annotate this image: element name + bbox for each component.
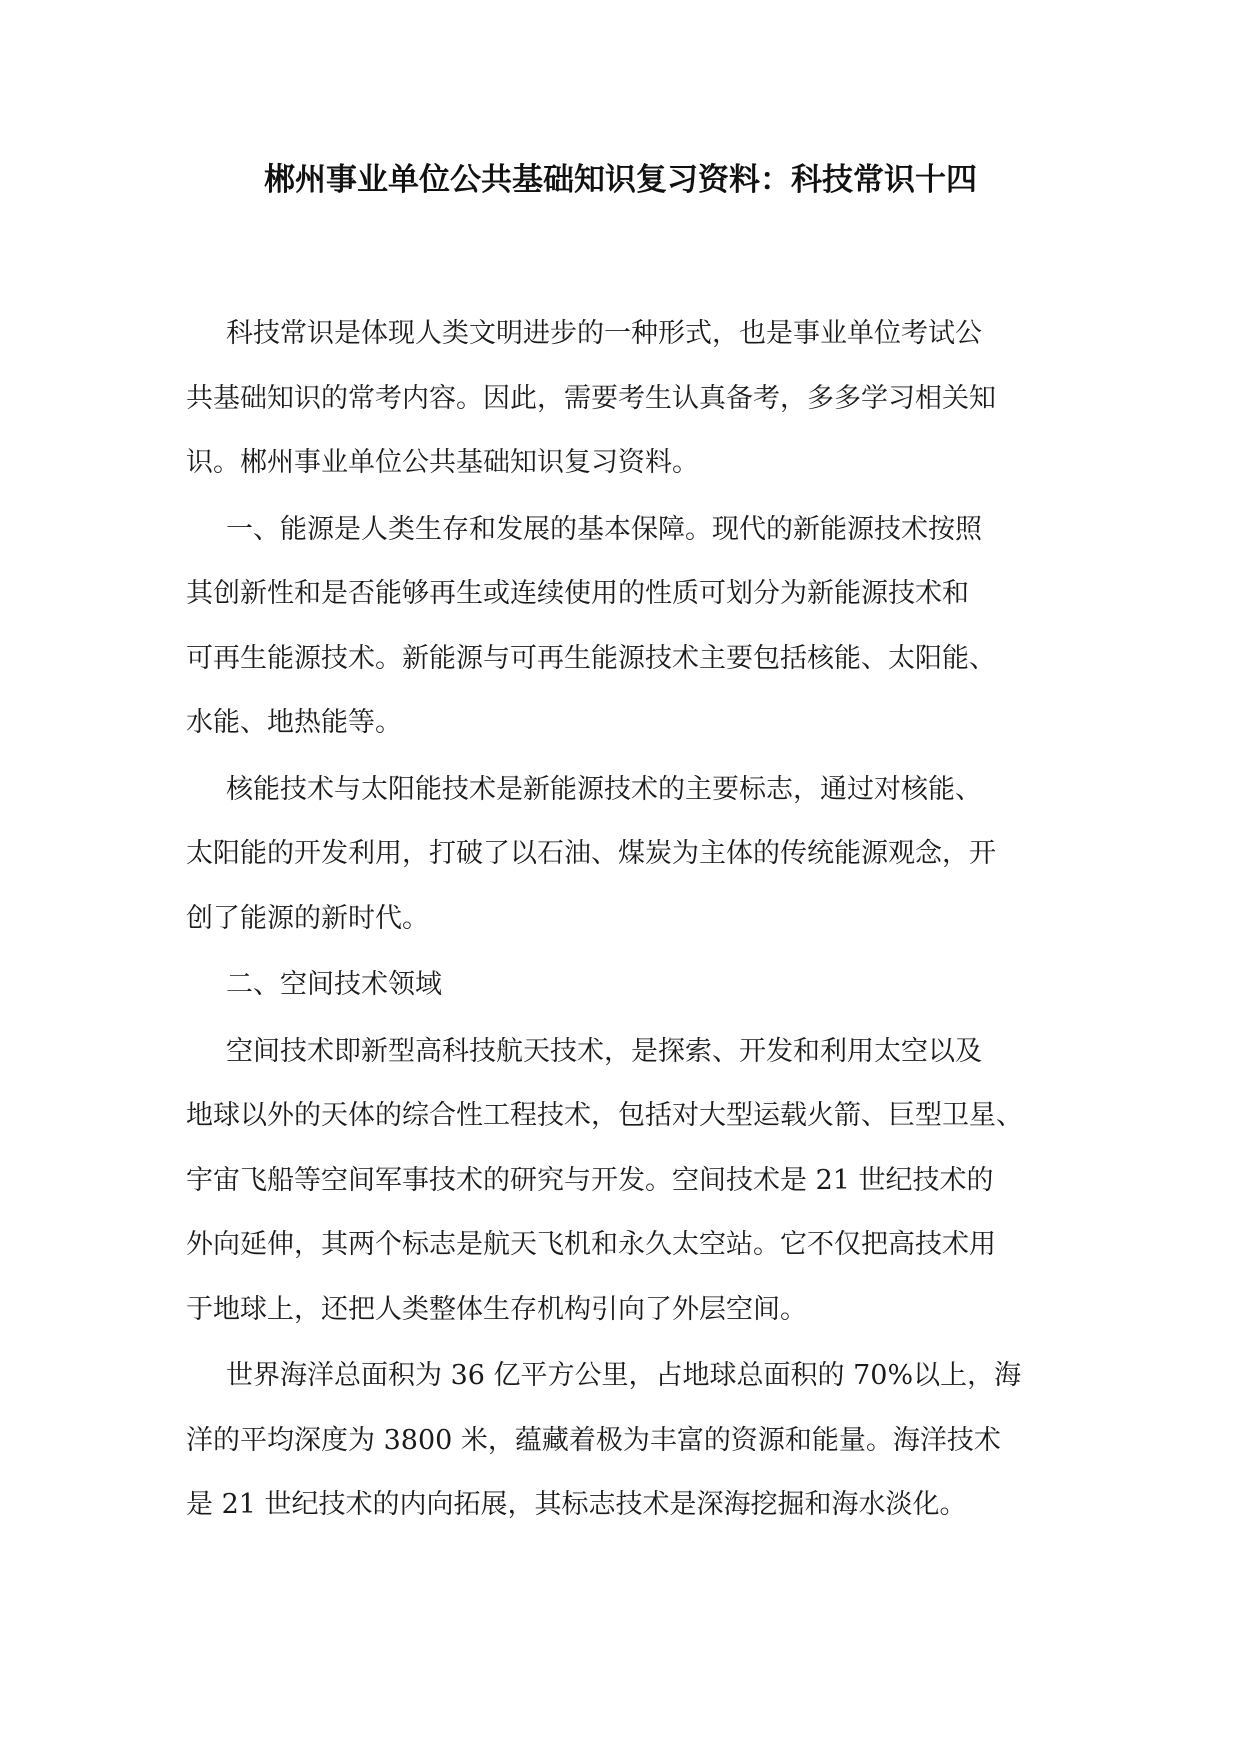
text-line: 其创新性和是否能够再生或连续使用的性质可划分为新能源技术和 [186, 578, 969, 609]
text-line: 科技常识是体现人类文明进步的一种形式，也是事业单位考试公 [226, 318, 982, 349]
paragraph-energy [186, 498, 1056, 756]
text-line: 一、能源是人类生存和发展的基本保障。现代的新能源技术按照 [226, 513, 982, 545]
text-line: 创了能源的新时代。 [186, 902, 429, 934]
text-line: 宇宙飞船等空间军事技术的研究与开发。空间技术是 21 世纪技术的 [186, 1164, 994, 1196]
text-line: 识。郴州事业单位公共基础知识复习资料。 [186, 447, 699, 478]
text-line: 外向延伸，其两个标志是航天飞机和永久太空站。它不仅把高技术用 [186, 1229, 996, 1260]
text-line: 太阳能的开发利用，打破了以石油、煤炭为主体的传统能源观念，开 [186, 838, 996, 869]
text-line: 洋的平均深度为 3800 米，蕴藏着极为丰富的资源和能量。海洋技术 [186, 1424, 1001, 1456]
text-line: 二、空间技术领域 [226, 969, 442, 1000]
text-line: 水能、地热能等。 [186, 707, 402, 738]
text-line: 是 21 世纪技术的内向拓展，其标志技术是深海挖掘和海水淡化。 [186, 1489, 967, 1520]
text-line: 于地球上，还把人类整体生存机构引向了外层空间。 [186, 1293, 807, 1325]
text-line: 地球以外的天体的综合性工程技术，包括对大型运载火箭、巨型卫星、 [186, 1100, 1023, 1131]
text-line: 可再生能源技术。新能源与可再生能源技术主要包括核能、太阳能、 [186, 642, 996, 674]
paragraph-nuclear-solar [186, 758, 1056, 952]
document-title: 郴州事业单位公共基础知识复习资料：科技常识十四 [264, 162, 977, 198]
document-body [186, 302, 1056, 1540]
paragraph-intro [186, 302, 1056, 496]
text-line: 空间技术即新型高科技航天技术，是探索、开发和利用太空以及 [226, 1035, 982, 1067]
section-heading-space [186, 953, 1056, 1018]
text-line: 核能技术与太阳能技术是新能源技术的主要标志，通过对核能、 [226, 773, 982, 805]
paragraph-space-tech [186, 1020, 1056, 1343]
paragraph-ocean [186, 1344, 1056, 1538]
text-line: 共基础知识的常考内容。因此，需要考生认真备考，多多学习相关知 [186, 382, 996, 414]
text-line: 世界海洋总面积为 36 亿平方公里，占地球总面积的 70%以上，海 [226, 1360, 1022, 1391]
